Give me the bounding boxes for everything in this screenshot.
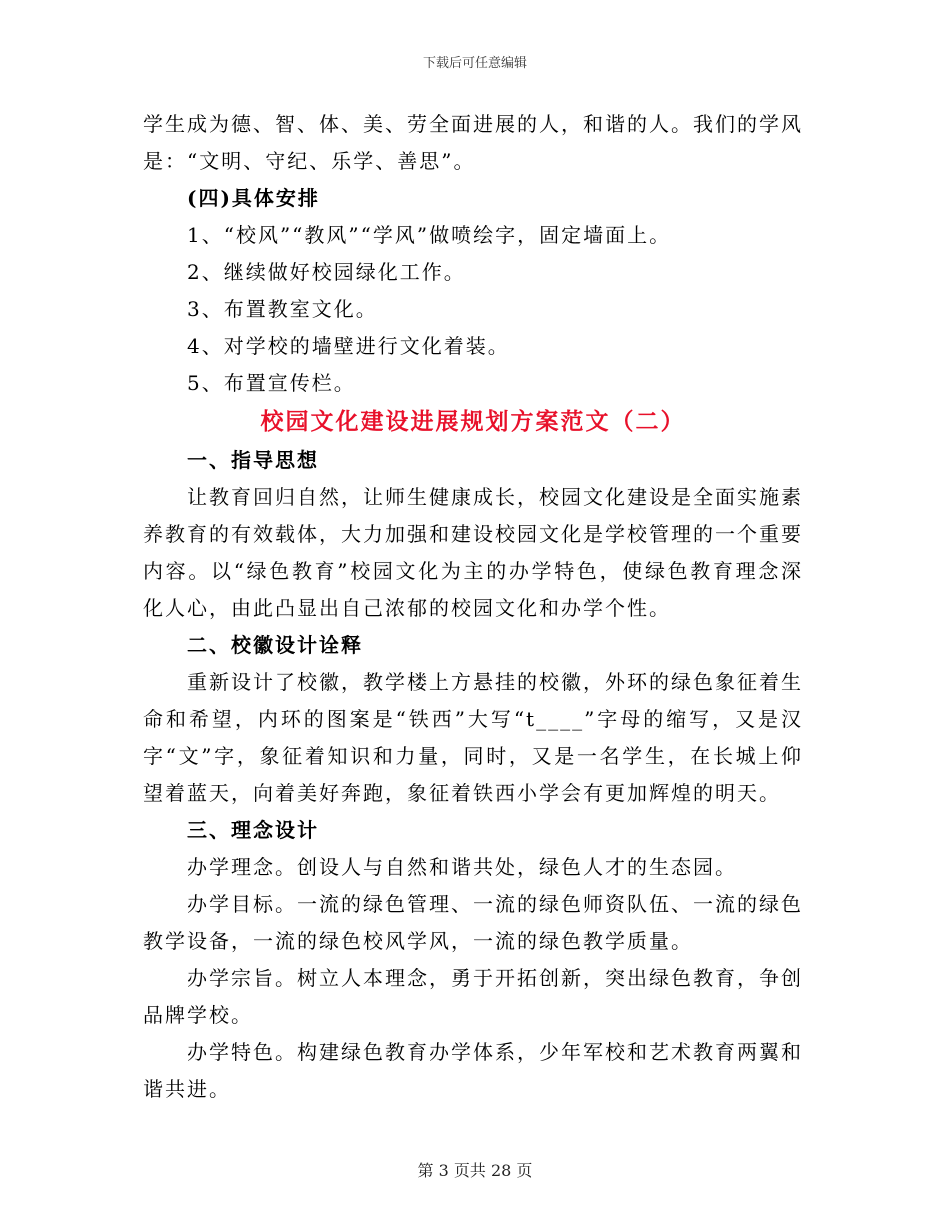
document-title: 校园文化建设进展规划方案范文（二） <box>260 408 686 435</box>
list-item: 3、布置教室文化。 <box>187 297 378 321</box>
paragraph-concept-item: 办学特色。构建绿色教育办学体系，少年军校和艺术教育两翼和谐共进。 <box>143 1040 803 1101</box>
heading-arrangement: (四)具体安排 <box>187 186 320 210</box>
paragraph-study-style: 学生成为德、智、体、美、劳全面进展的人，和谐的人。我们的学风是：“文明、守纪、乐学、善思”。 <box>143 112 803 173</box>
paragraph-emblem: 重新设计了校徽，教学楼上方悬挂的校徽，外环的绿色象征着生命和希望，内环的图案是“铁西”大写“t____”字母的缩写，又是汉字“文”字，象征着知识和力量，同时，又是一名学生，在长城上仰望着蓝天，向着美好奔跑，象征着铁西小学会有更加辉煌的明天。 <box>143 670 803 805</box>
paragraph-concept-item: 办学目标。一流的绿色管理、一流的绿色师资队伍、一流的绿色教学设备，一流的绿色校风学风，一流的绿色教学质量。 <box>143 892 803 953</box>
list-item: 5、布置宣传栏。 <box>187 371 356 395</box>
list-item: 2、继续做好校园绿化工作。 <box>187 260 466 284</box>
list-item: 4、对学校的墙壁进行文化着装。 <box>187 334 510 358</box>
section-heading-emblem: 二、校徽设计诠释 <box>187 633 363 657</box>
section-heading-concept: 三、理念设计 <box>187 818 319 842</box>
paragraph-guiding-thought: 让教育回归自然，让师生健康成长，校园文化建设是全面实施素养教育的有效载体，大力加强和建设校园文化是学校管理的一个重要内容。以“绿色教育”校园文化为主的办学特色，使绿色教育理念深化人心，由此凸显出自己浓郁的校园文化和办学个性。 <box>143 485 803 620</box>
paragraph-concept-item: 办学理念。创设人与自然和谐共处，绿色人才的生态园。 <box>187 855 737 879</box>
list-item: 1、“校风”“教风”“学风”做喷绘字，固定墙面上。 <box>187 223 672 247</box>
document-body <box>143 106 803 1108</box>
section-heading-guiding-thought: 一、指导思想 <box>187 448 319 472</box>
page-footer: 第 3 页共 28 页 <box>417 1161 533 1180</box>
page-header: 下载后可任意编辑 <box>422 56 527 71</box>
paragraph-concept-item: 办学宗旨。树立人本理念，勇于开拓创新，突出绿色教育，争创品牌学校。 <box>143 966 803 1027</box>
